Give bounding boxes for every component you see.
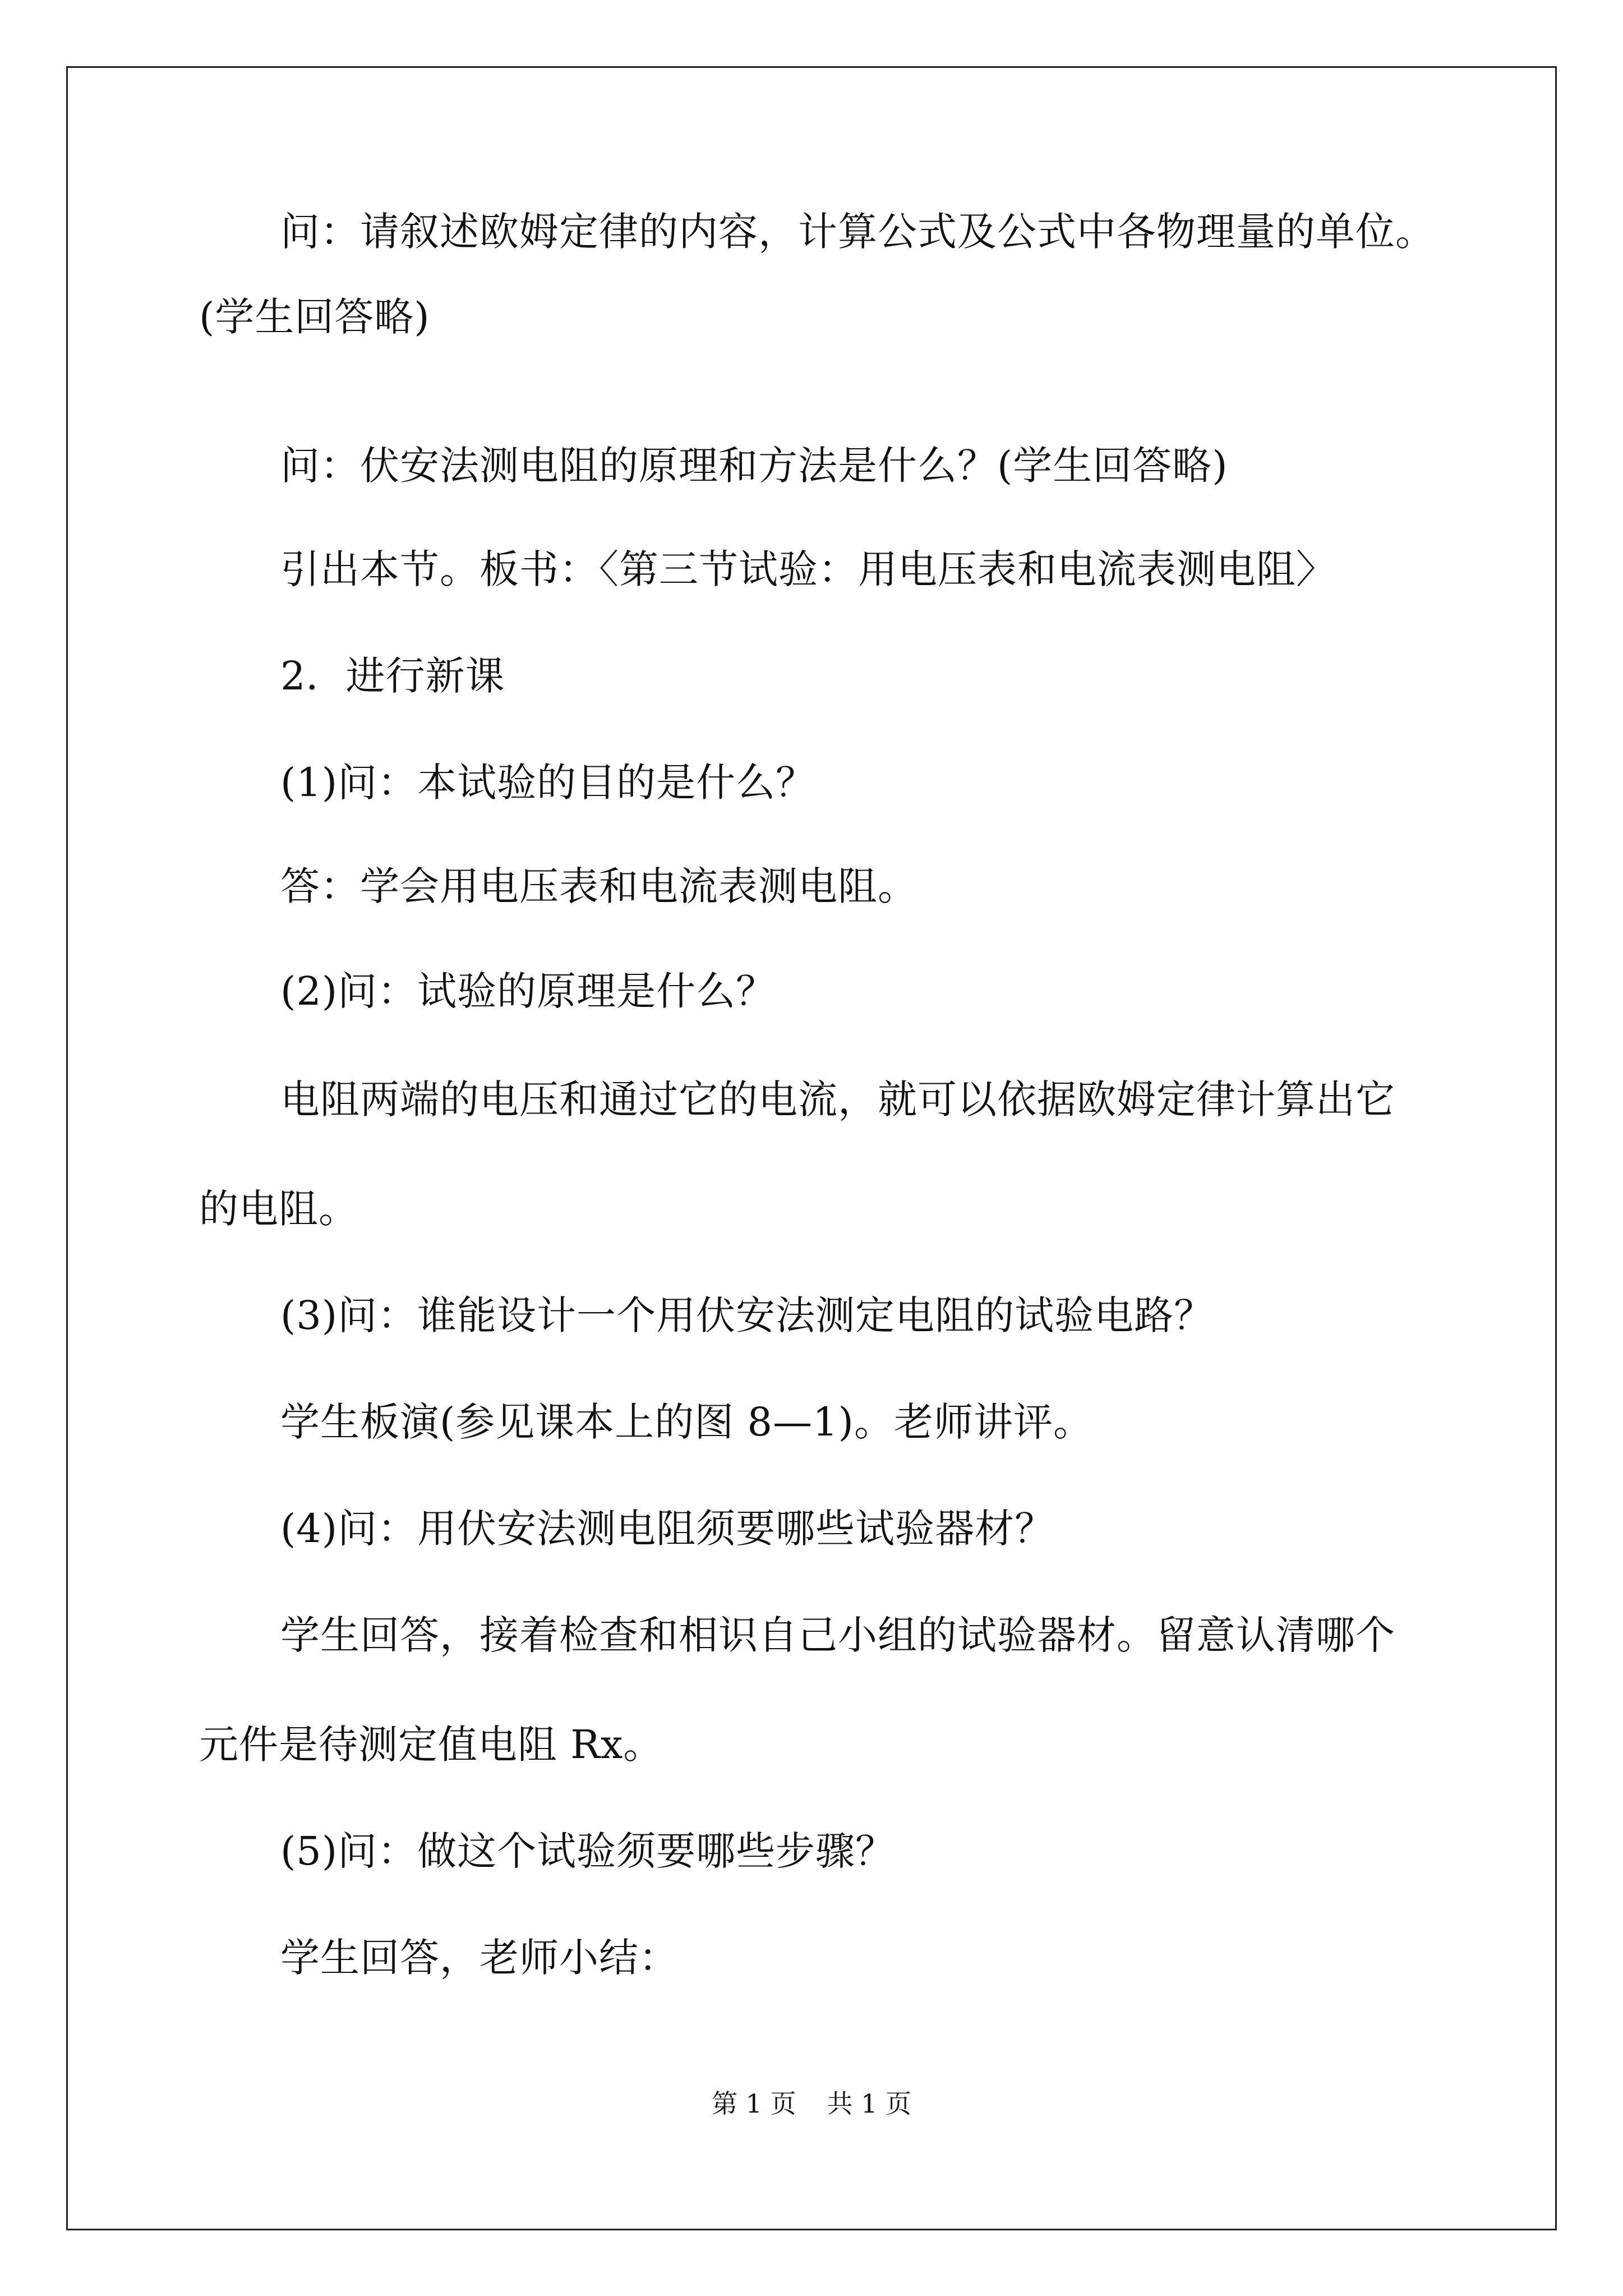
paragraph-6: 答：学会用电压表和电流表测电阻。 xyxy=(280,863,917,909)
page-footer xyxy=(0,2087,1623,2120)
paragraph-3: 引出本节。板书：〈第三节试验：用电压表和电流表测电阻〉 xyxy=(280,546,1336,592)
paragraph-11: (4)问：用伏安法测电阻须要哪些试验器材？ xyxy=(280,1506,1055,1552)
paragraph-5: (1)问：本试验的目的是什么？ xyxy=(280,760,816,806)
page-number-total: 共 1 页 xyxy=(827,2088,912,2119)
paragraph-13: (5)问：做这个试验须要哪些步骤？ xyxy=(280,1828,896,1874)
paragraph-9: (3)问：谁能设计一个用伏安法测定电阻的试验电路？ xyxy=(280,1292,1214,1338)
paragraph-8-line-1: 电阻两端的电压和通过它的电流，就可以依据欧姆定律计算出它 xyxy=(280,1076,1395,1122)
paragraph-12-line-1: 学生回答，接着检查和相识自己小组的试验器材。留意认清哪个 xyxy=(280,1612,1395,1658)
page-number-current: 第 1 页 xyxy=(711,2088,796,2119)
page-border xyxy=(66,66,1557,2230)
paragraph-14: 学生回答，老师小结： xyxy=(280,1935,679,1981)
paragraph-2: 问：伏安法测电阻的原理和方法是什么？(学生回答略) xyxy=(280,443,1228,489)
paragraph-7: (2)问：试验的原理是什么？ xyxy=(280,968,776,1014)
paragraph-1-line-1: 问：请叙述欧姆定律的内容，计算公式及公式中各物理量的单位。 xyxy=(280,209,1435,255)
paragraph-8-line-2: 的电阻。 xyxy=(199,1186,358,1232)
paragraph-10: 学生板演(参见课本上的图 8—1)。老师讲评。 xyxy=(280,1399,1093,1445)
paragraph-1-line-2: (学生回答略) xyxy=(199,294,430,340)
paragraph-4: 2．进行新课 xyxy=(280,653,505,699)
paragraph-12-line-2: 元件是待测定值电阻 Rx。 xyxy=(199,1722,663,1768)
